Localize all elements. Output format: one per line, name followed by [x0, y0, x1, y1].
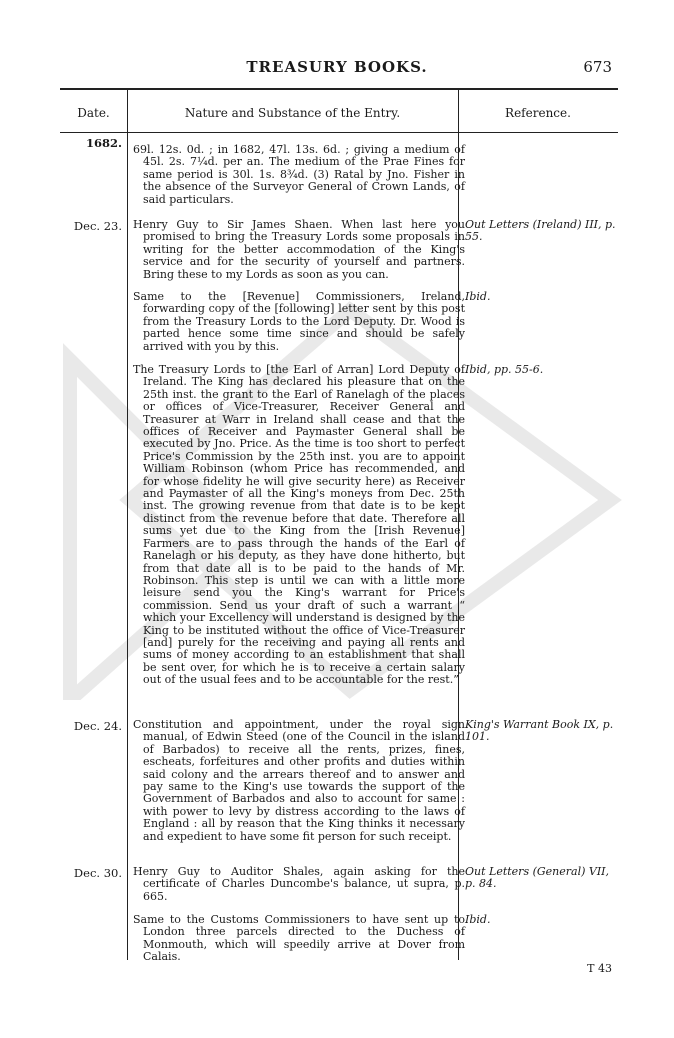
- year-label: 1682.: [85, 136, 122, 150]
- column-header-nature: Nature and Substance of the Entry.: [184, 106, 401, 120]
- table-top-rule: [60, 88, 618, 90]
- entry-text: Constitution and appointment, under the royal sign manual, of Edwin Steed (one of the Council in the island of Barbados) to receive all the rents, prizes, fines, escheats, forfeitures and other profits and duties within said colony and the arrears thereof and to answer and pay same to the King's use towards the support of the Government of Barbados and also to account for same : with power to levy by distress according to the laws of England : all by reason that the King thinks it necessary and expedient to have some fit person for such receipt.: [133, 718, 465, 843]
- entry-reference: Out Letters (General) VII, p. 84.: [465, 865, 610, 891]
- entry-reference: Ibid.: [465, 290, 491, 303]
- entry-text: Henry Guy to Auditor Shales, again asking for the certificate of Charles Duncombe's balance, ut supra, p. 665.: [133, 865, 465, 903]
- date-column-divider: [127, 88, 128, 960]
- running-title: TREASURY BOOKS.: [246, 58, 428, 76]
- entry-reference: Ibid.: [465, 913, 491, 926]
- page-number: 673: [583, 58, 612, 76]
- entry-reference: King's Warrant Book IX, p. 101.: [465, 718, 614, 744]
- entry-date: Dec. 24.: [73, 719, 122, 733]
- entry-text: Henry Guy to Sir James Shaen. When last here you promised to bring the Treasury Lords some proposals in writing for the better accommodation of the King's service and for the security of yourself and partners. Bring these to my Lords as soon as you can.: [133, 218, 465, 281]
- entry-reference: Out Letters (Ireland) III, p. 55.: [465, 218, 616, 244]
- column-header-date: Date.: [77, 106, 110, 120]
- entry-date: Dec. 30.: [73, 866, 122, 880]
- entry-text: Same to the Customs Commissioners to have sent up to London three parcels directed to the Duchess of Monmouth, which will speedily arrive at Dover from Calais.: [133, 913, 465, 964]
- column-header-reference: Reference.: [505, 106, 571, 120]
- entry-text: Same to the [Revenue] Commissioners, Ireland, forwarding copy of the [following] letter sent by this post from the Treasury Lords to the Lord Deputy. Dr. Wood is parted hence some time since and should be safely arrived with you by this.: [133, 290, 465, 353]
- entry-reference: Ibid, pp. 55-6.: [465, 363, 544, 376]
- header-bottom-rule: [60, 132, 618, 133]
- entry-text: 69l. 12s. 0d. ; in 1682, 47l. 13s. 6d. ; giving a medium of 45l. 2s. 7¼d. per an. The medium of the Prae Fines for same period is 30l. 1s. 8¾d. (3) Ratal by Jno. Fisher in the absence of the Surveyor General of Crown Lands, of said particulars.: [133, 143, 465, 206]
- signature-mark: T 43: [587, 962, 612, 975]
- entry-date: Dec. 23.: [73, 219, 122, 233]
- entry-text: The Treasury Lords to [the Earl of Arran] Lord Deputy of Ireland. The King has declared his pleasure that on the 25th inst. the grant to the Earl of Ranelagh of the places or offices of Vice-Treasurer, Receiver General and Treasurer at Warr in Ireland shall cease and that the offices of Receiver and Paymaster General shall be executed by Jno. Price. As the time is too short to perfect Price's Commission by the 25th inst. you are to appoint William Robinson (whom Price has recommended, and for whose fidelity he will give security here) as Receiver and Paymaster of all the King's moneys from Dec. 25th inst. The growing revenue from that date is to be kept distinct from the revenue before that date. Therefore all sums yet due to the King from the [Irish Revenue] Farmers are to pass through the hands of the Earl of Ranelagh or his deputy, as they have done hitherto, but from that date all is to be paid to the hands of Mr. Robinson. This step is until we can with a little more leisure send you the King's warrant for Price's commission. Send us your draft of such a warrant “ which your Excellency will understand is designed by the King to be instituted without the office of Vice-Treasurer [and] purely for the receiving and paying all rents and sums of money according to an establishment that shall be sent over, for which he is to receive a certain salary out of the usual fees and to be accountable for the rest.”: [133, 363, 465, 687]
